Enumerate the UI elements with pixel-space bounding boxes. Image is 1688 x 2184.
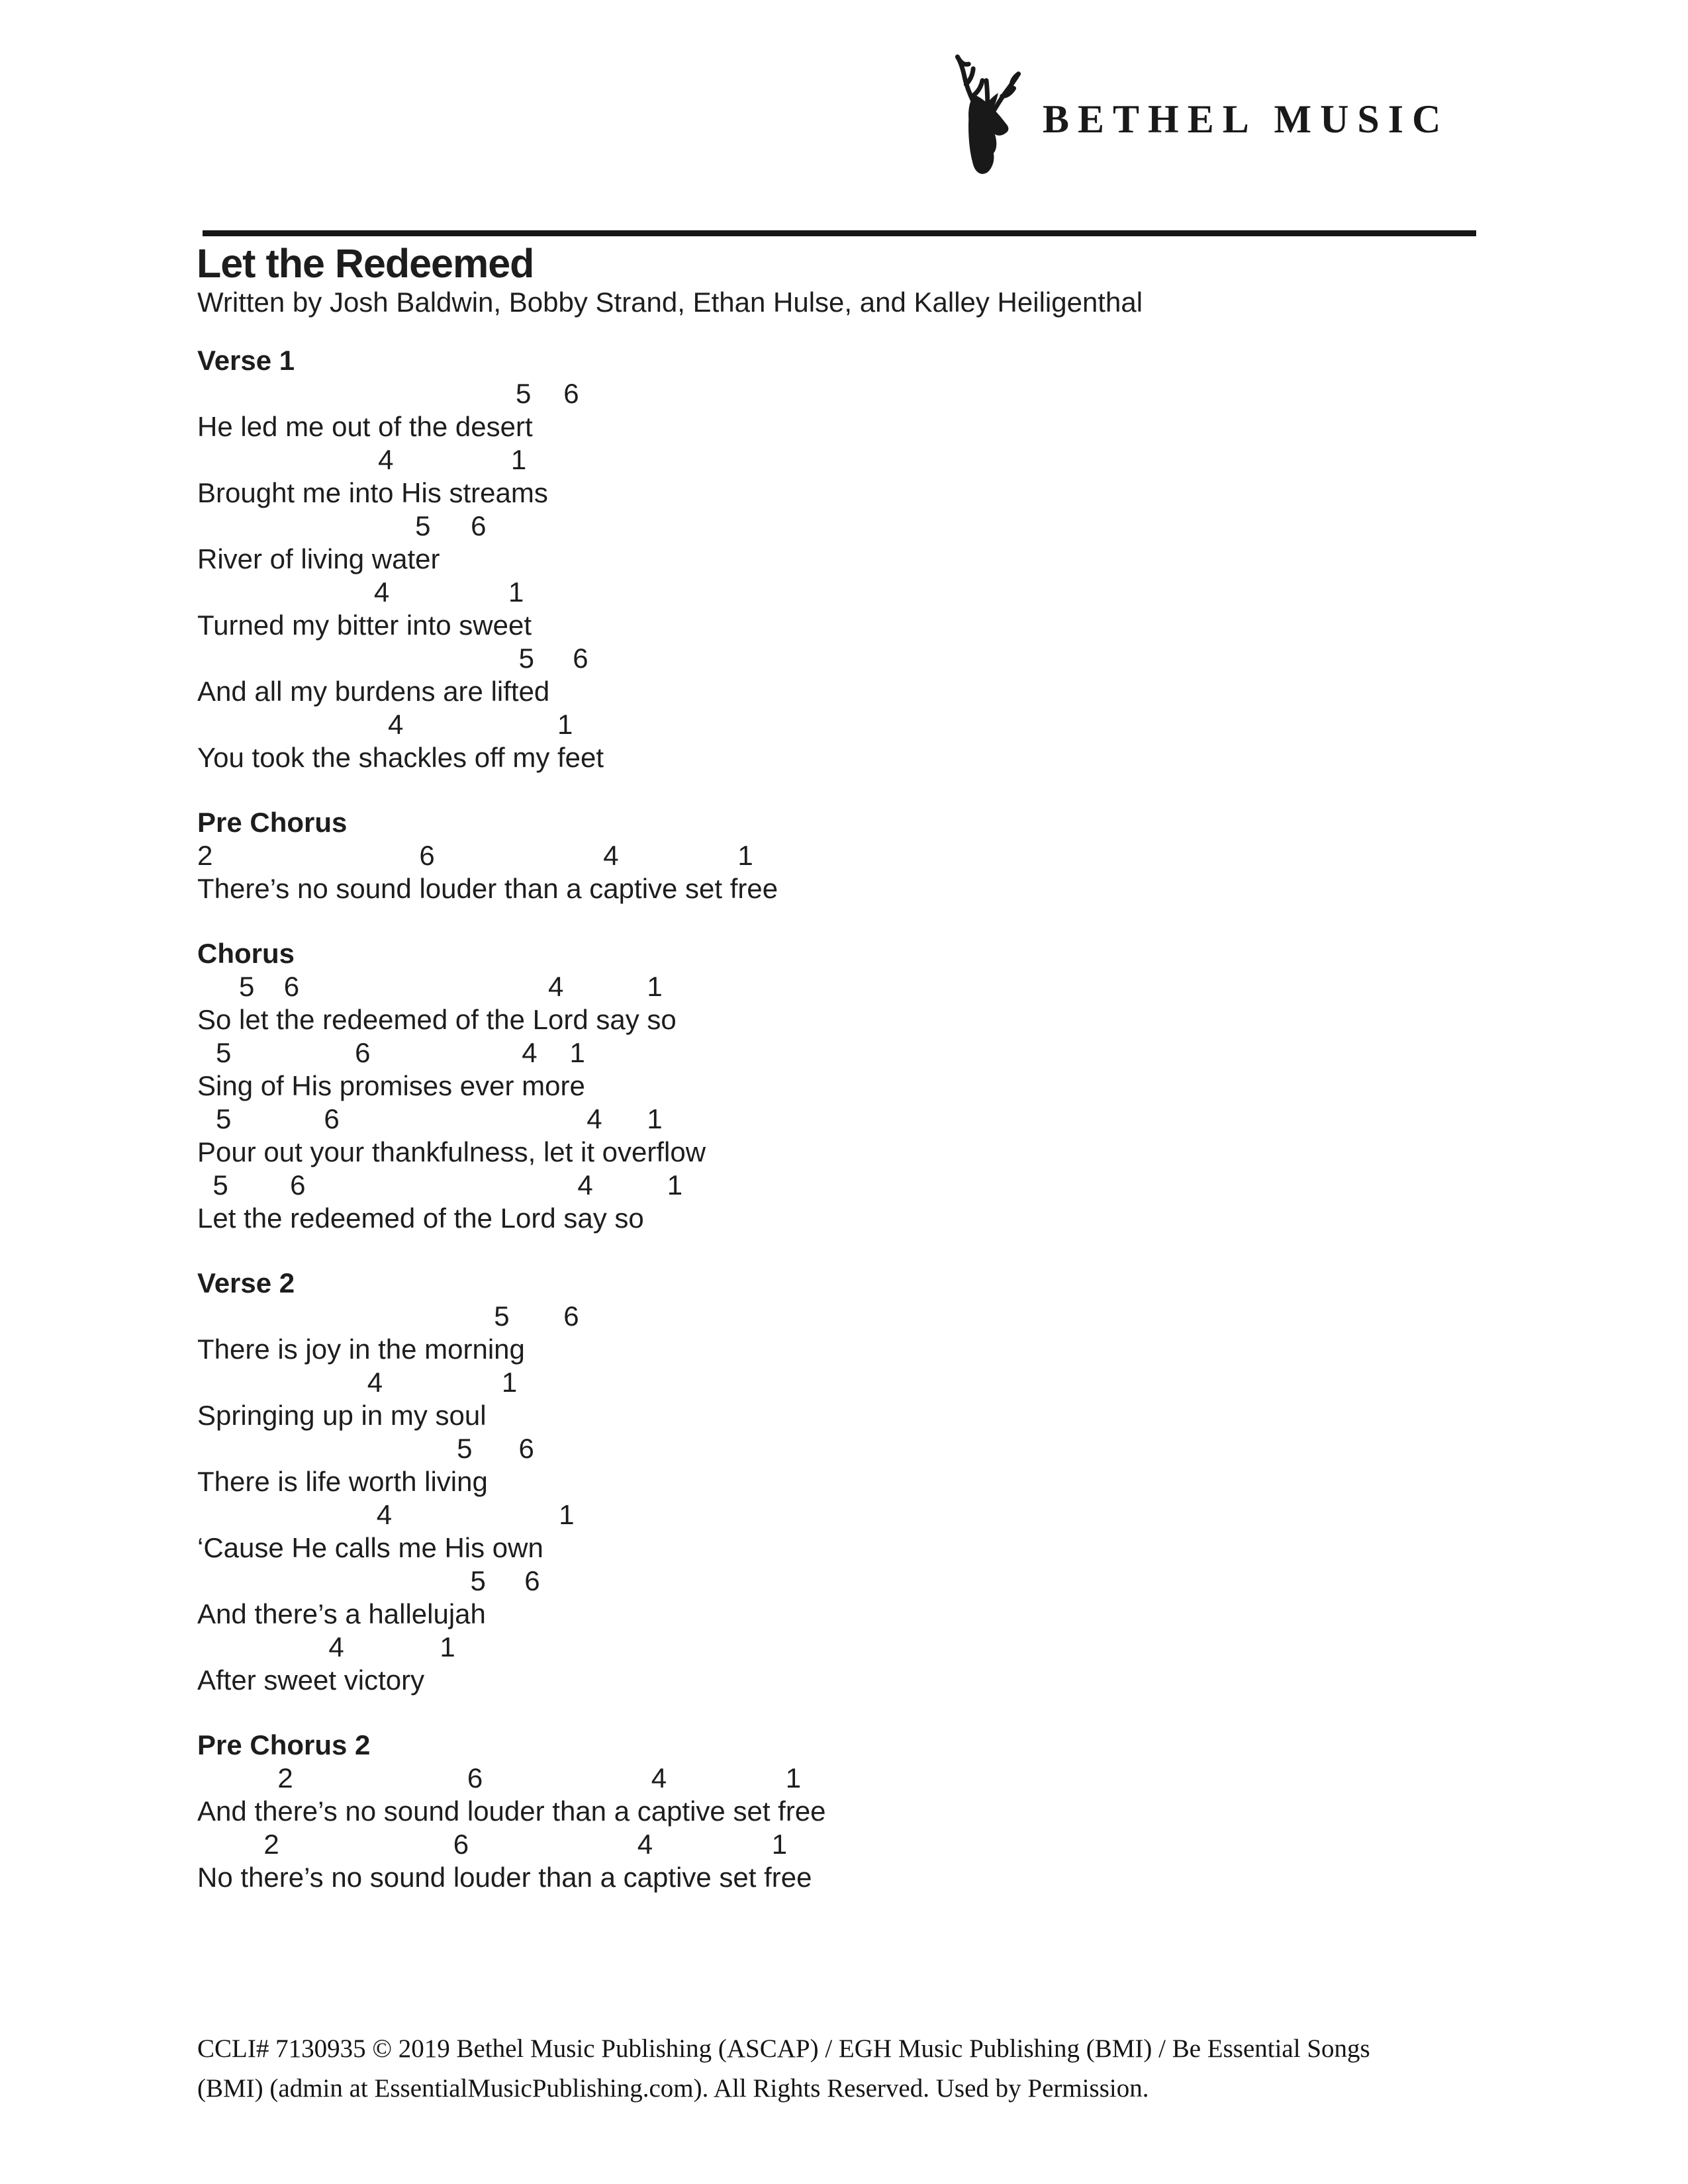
chord: 4	[376, 1499, 393, 1530]
chord-row	[197, 1103, 1587, 1136]
chord: 6	[290, 1169, 306, 1201]
chord: 6	[467, 1762, 483, 1794]
song-section	[197, 937, 1587, 1235]
chord: 1	[557, 709, 573, 740]
chord: 4	[522, 1037, 538, 1068]
chord-row	[197, 642, 1587, 675]
chord: 4	[577, 1169, 593, 1201]
chord-row	[197, 708, 1587, 741]
chord: 2	[277, 1762, 293, 1794]
section-heading: Verse 2	[197, 1267, 295, 1298]
chord-row	[197, 510, 1587, 543]
chord: 5	[216, 1037, 232, 1068]
chord-row	[197, 576, 1587, 609]
chord: 6	[419, 840, 435, 871]
lyric-line: There is joy in the morning	[197, 1334, 525, 1365]
lyric-line: Let the redeemed of the Lord say so	[197, 1203, 644, 1234]
section-heading: Pre Chorus 2	[197, 1729, 371, 1760]
chord-row	[197, 1762, 1587, 1795]
chord: 1	[559, 1499, 575, 1530]
chord: 4	[388, 709, 404, 740]
chord: 4	[373, 576, 390, 608]
chord-row	[197, 1565, 1587, 1598]
chord: 1	[510, 444, 527, 475]
chord-row	[197, 1631, 1587, 1664]
chord: 6	[524, 1565, 540, 1596]
copyright-line: CCLI# 7130935 © 2019 Bethel Music Publishing (ASCAP) / EGH Music Publishing (BMI) / Be Essential Songs	[197, 2034, 1370, 2063]
chord: 1	[569, 1037, 585, 1068]
lyric-line: And there’s no sound louder than a captive set free	[197, 1796, 826, 1827]
chord: 6	[453, 1829, 469, 1860]
song-section	[197, 1729, 1587, 1894]
chord-row	[197, 443, 1587, 477]
section-heading: Pre Chorus	[197, 807, 348, 838]
chord: 1	[501, 1367, 518, 1398]
section-heading: Chorus	[197, 938, 295, 969]
lyric-line: So let the redeemed of the Lord say so	[197, 1004, 677, 1035]
chord: 4	[367, 1367, 383, 1398]
chord: 4	[548, 971, 564, 1002]
chord: 4	[328, 1631, 344, 1662]
chord: 4	[603, 840, 619, 871]
chord: 1	[508, 576, 524, 608]
deer-head-icon	[943, 50, 1031, 181]
chord: 5	[518, 643, 534, 674]
chord-row	[197, 1828, 1587, 1861]
chord: 6	[563, 378, 579, 409]
song-sections	[197, 344, 1587, 1926]
copyright-line: (BMI) (admin at EssentialMusicPublishing.com). All Rights Reserved. Used by Permission.	[197, 2074, 1149, 2103]
lyric-line: No there’s no sound louder than a captive set free	[197, 1862, 812, 1893]
chord: 1	[440, 1631, 455, 1662]
chord: 1	[737, 840, 753, 871]
chord: 1	[647, 971, 663, 1002]
chord: 6	[471, 510, 487, 541]
bethel-music-logo	[943, 50, 1473, 183]
lyric-line: And all my burdens are lifted	[197, 676, 550, 707]
chord: 4	[378, 444, 394, 475]
chord: 6	[563, 1300, 579, 1332]
chord: 2	[197, 840, 213, 871]
header-divider-rule	[203, 230, 1476, 236]
lyric-line: Sing of His promises ever more	[197, 1070, 585, 1101]
chord: 5	[212, 1169, 228, 1201]
chord: 1	[785, 1762, 802, 1794]
chord-row	[197, 839, 1587, 872]
copyright-footer	[197, 2029, 1508, 2109]
chord-row	[197, 1366, 1587, 1399]
chord: 1	[771, 1829, 788, 1860]
chord-row	[197, 377, 1587, 410]
chord-row	[197, 970, 1587, 1003]
lyric-line: Turned my bitter into sweet	[197, 610, 532, 641]
chord: 5	[516, 378, 532, 409]
chord: 5	[216, 1103, 232, 1134]
lyric-line: He led me out of the desert	[197, 411, 533, 442]
song-title: Let the Redeemed	[197, 241, 534, 286]
chord-row	[197, 1169, 1587, 1202]
lyric-line: And there’s a hallelujah	[197, 1598, 486, 1629]
chord-row	[197, 1498, 1587, 1531]
song-byline: Written by Josh Baldwin, Bobby Strand, Ethan Hulse, and Kalley Heiligenthal	[197, 287, 1143, 318]
chord: 5	[239, 971, 255, 1002]
chord: 5	[457, 1433, 473, 1464]
lyric-line: There is life worth living	[197, 1466, 488, 1497]
chord: 6	[518, 1433, 534, 1464]
chord: 5	[494, 1300, 510, 1332]
chord: 5	[470, 1565, 486, 1596]
lyric-line: You took the shackles off my feet	[197, 742, 604, 773]
chord: 4	[637, 1829, 653, 1860]
chord-row	[197, 1300, 1587, 1333]
lyric-line: Pour out your thankfulness, let it overflow	[197, 1136, 706, 1167]
chord: 6	[324, 1103, 340, 1134]
section-heading: Verse 1	[197, 345, 295, 376]
chord-row	[197, 1036, 1587, 1069]
song-section	[197, 806, 1587, 905]
chord-row	[197, 1432, 1587, 1465]
lyric-line: Springing up in my soul	[197, 1400, 487, 1431]
song-section	[197, 344, 1587, 774]
song-section	[197, 1267, 1587, 1697]
chord: 6	[283, 971, 300, 1002]
chord: 1	[667, 1169, 683, 1201]
chord: 2	[263, 1829, 279, 1860]
chord: 4	[586, 1103, 602, 1134]
brand-name: BETHEL MUSIC	[1043, 97, 1450, 141]
chord: 1	[647, 1103, 663, 1134]
lyric-line: Brought me into His streams	[197, 477, 548, 508]
chord: 6	[573, 643, 588, 674]
chord: 5	[415, 510, 431, 541]
lyric-line: There’s no sound louder than a captive set free	[197, 873, 778, 904]
chord: 6	[355, 1037, 371, 1068]
lyric-line: River of living water	[197, 543, 440, 574]
lyric-line: ‘Cause He calls me His own	[197, 1532, 543, 1563]
lyric-line: After sweet victory	[197, 1664, 425, 1696]
chord: 4	[651, 1762, 667, 1794]
